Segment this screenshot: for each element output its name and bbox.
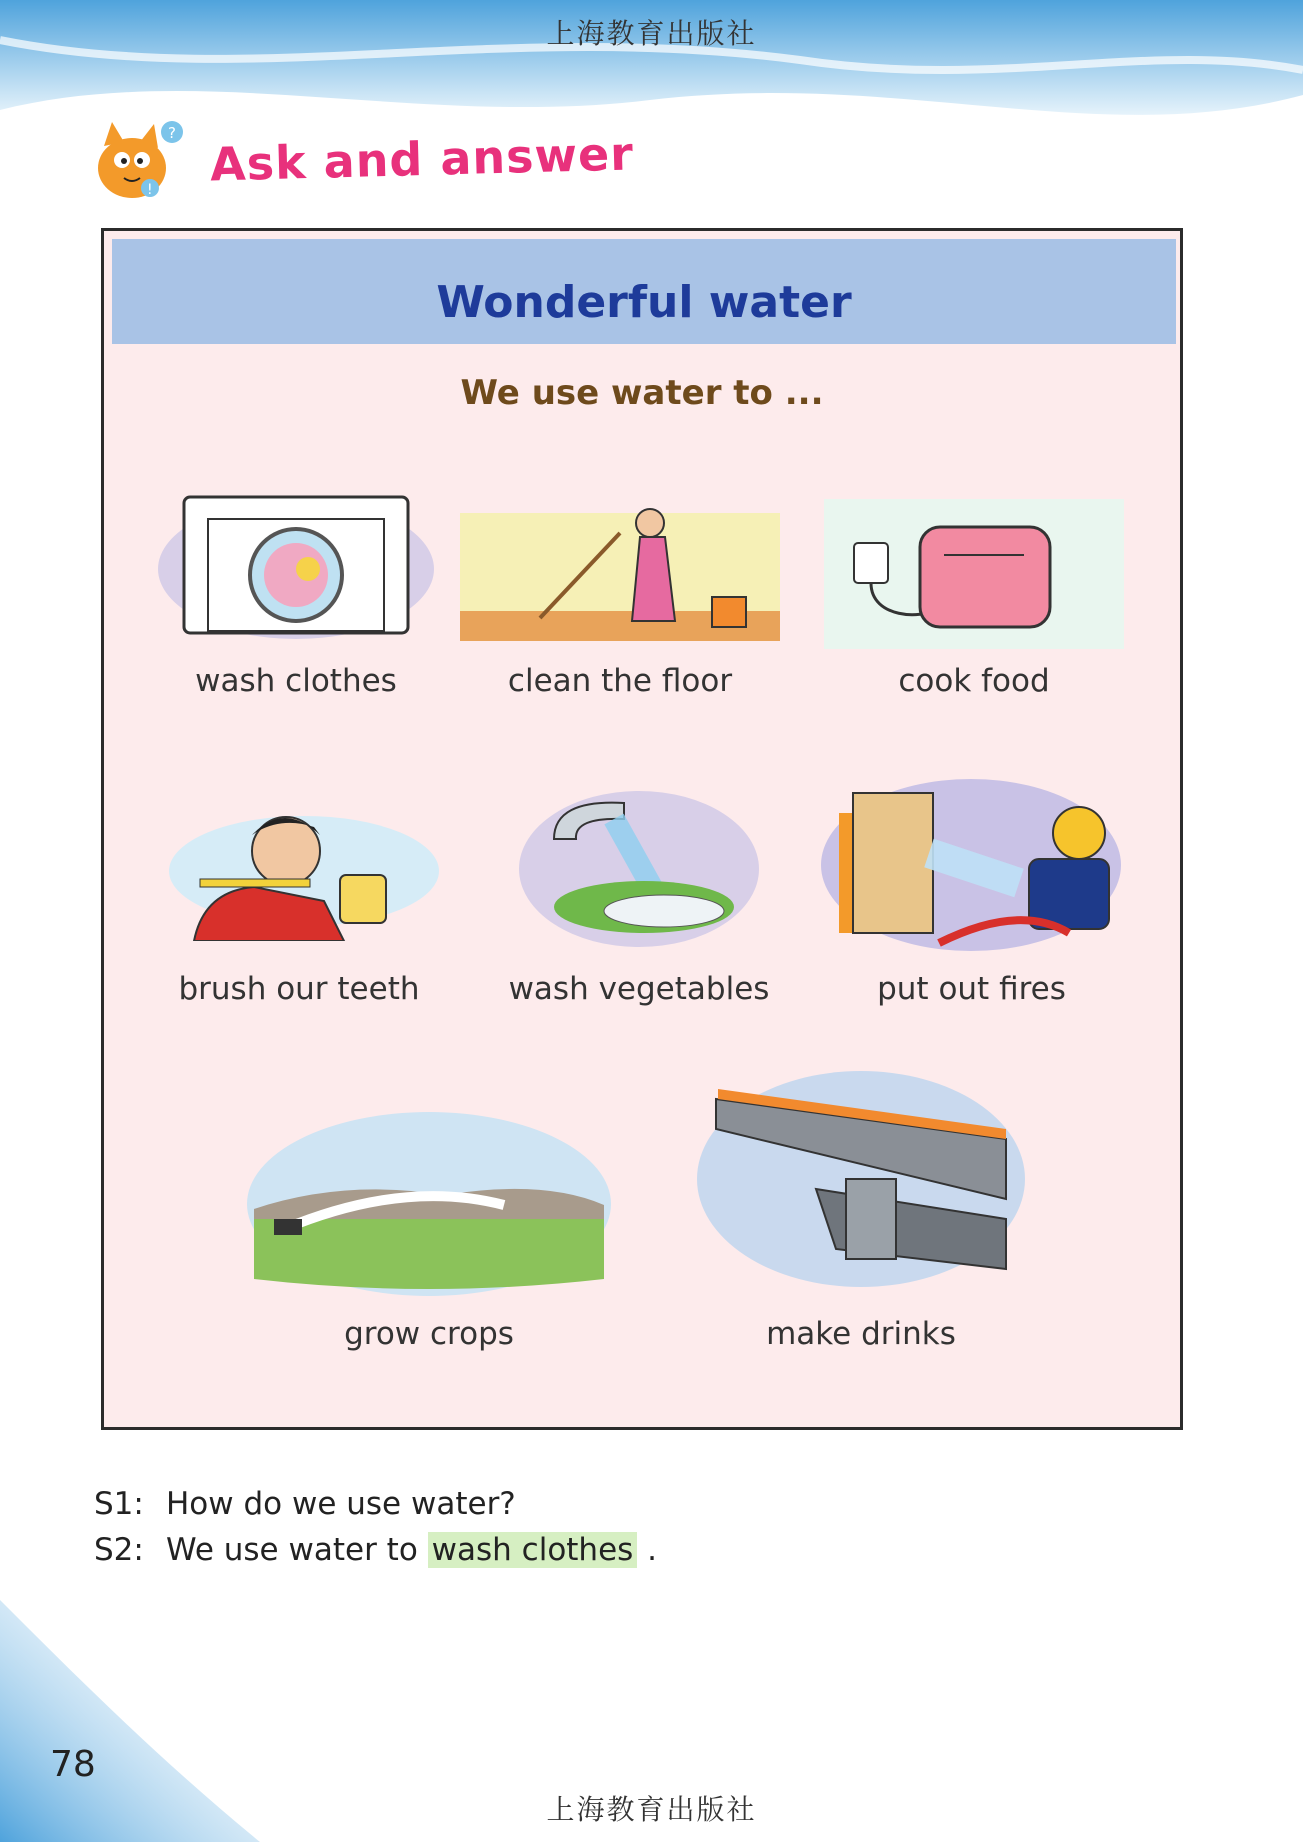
toothbrush-icon xyxy=(154,791,444,941)
vegetables-tap-icon xyxy=(514,779,764,949)
dialog-line-s2 xyxy=(94,1532,657,1568)
cat-mascot-icon xyxy=(90,118,205,206)
panel-subtitle: We use water to ... xyxy=(460,373,824,413)
firefighter-icon xyxy=(819,773,1124,953)
caption-make-drinks: make drinks xyxy=(766,1316,956,1352)
publisher-name-top: 上海教育出版社 xyxy=(546,17,757,50)
caption-brush-our-teeth: brush our teeth xyxy=(178,971,420,1007)
caption-wash-clothes: wash clothes xyxy=(195,663,397,699)
svg-text:?: ? xyxy=(168,124,176,142)
activity-panel xyxy=(101,228,1183,1430)
rice-cooker-icon xyxy=(824,499,1124,649)
speaker-label-s1: S1: xyxy=(94,1486,144,1522)
caption-wash-vegetables: wash vegetables xyxy=(508,971,770,1007)
washing-machine-icon xyxy=(156,489,436,639)
panel-title-band xyxy=(112,239,1176,344)
section-title: Ask and answer xyxy=(209,126,635,192)
page-number: 78 xyxy=(50,1744,96,1785)
panel-title: Wonderful water xyxy=(436,277,852,328)
caption-put-out-fires: put out fires xyxy=(877,971,1066,1007)
caption-grow-crops: grow crops xyxy=(344,1316,514,1352)
caption-cook-food: cook food xyxy=(898,663,1050,699)
publisher-name-bottom: 上海教育出版社 xyxy=(546,1793,757,1826)
answer-end-punct: . xyxy=(647,1532,658,1568)
question-text: How do we use water? xyxy=(166,1486,516,1522)
bottling-line-icon xyxy=(696,1069,1026,1289)
mopping-icon xyxy=(460,493,780,643)
answer-text: We use water to xyxy=(166,1532,418,1568)
dialog-line-s1 xyxy=(94,1486,516,1522)
svg-text:!: ! xyxy=(147,182,153,198)
speaker-label-s2: S2: xyxy=(94,1532,144,1568)
caption-clean-the-floor: clean the floor xyxy=(507,663,733,699)
answer-highlight: wash clothes xyxy=(428,1532,638,1568)
field-sprinkler-icon xyxy=(244,1109,614,1299)
